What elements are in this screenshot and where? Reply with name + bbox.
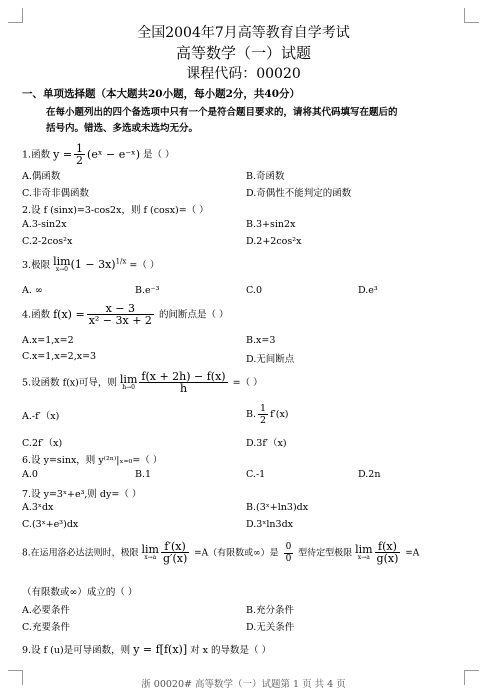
question-8-mid2: 型待定型极限	[298, 548, 353, 559]
question-1-tail: 是（ ）	[143, 149, 175, 161]
question-1-formula: y = $\frac{1}{2}$ (eˣ − e⁻ˣ)	[53, 142, 140, 167]
question-8-option-c: C.充要条件	[22, 622, 70, 633]
question-9	[22, 642, 271, 656]
question-8-tail: =A	[405, 548, 420, 559]
question-3-option-b: B.e⁻³	[135, 285, 160, 296]
question-8-formula-1: lim x→a $\frac{f'(x)}{g'(x)}$	[141, 540, 188, 565]
question-3-option-d: D.e³	[358, 285, 378, 296]
question-9-lead: 9.设 f (u)是可导函数，则	[22, 645, 131, 656]
crop-mark-top-right	[464, 8, 479, 23]
question-6: 6.设 y=sinx，则 y⁽²ⁿ⁾|ₓ₌₀=（ ）	[22, 455, 163, 466]
question-2-option-c: C.2-2cos²x	[22, 236, 73, 247]
question-8-formula-2: lim x→a $\frac{f(x)}{g(x)}$	[355, 540, 399, 565]
question-3-option-c: C.0	[246, 285, 262, 296]
course-code: 课程代码：00020	[186, 66, 301, 82]
question-7-option-d: D.3ˣln3dx	[246, 519, 294, 530]
question-4-option-d: D.无间断点	[246, 354, 295, 365]
question-8-option-b: B.充分条件	[246, 605, 295, 616]
question-8-lead: 8.在运用洛必达法则时，极限	[22, 548, 139, 559]
question-1-lead: 1.函数	[22, 149, 51, 161]
question-7-option-b: B.(3ˣ+ln3)dx	[246, 502, 309, 513]
crop-mark-top-left	[8, 8, 23, 23]
question-8-option-a: A.必要条件	[22, 605, 70, 616]
subject-title: 高等数学（一）试题	[175, 44, 311, 62]
question-8	[22, 541, 419, 565]
question-8-mid: =A（有限数或∞）是	[194, 548, 279, 559]
question-2-option-d: D.2+2cos²x	[246, 236, 302, 247]
question-4-tail: 的间断点是（ ）	[158, 309, 229, 321]
question-3-option-a: A. ∞	[22, 285, 43, 296]
question-8-option-d: D.无关条件	[246, 622, 295, 633]
question-1	[22, 143, 175, 166]
question-6-option-a: A.0	[22, 469, 38, 480]
question-6-option-d: D.2n	[358, 469, 381, 480]
question-4-formula: f(x) = $\frac{x - 3}{\text{x² − 3x + 2}}$	[53, 302, 152, 327]
question-5-lead: 5.设函数 f(x)可导，则	[22, 377, 117, 389]
question-1-option-a: A.偶函数	[22, 171, 61, 182]
page-footer: 浙 00020# 高等数学（一）试题第 1 页 共 4 页	[141, 679, 346, 690]
question-2: 2.设 f (sinx)=3-cos2x，则 f (cosx)=（ ）	[22, 205, 209, 216]
question-5-option-b-label: B.	[246, 409, 257, 420]
question-6-option-b: B.1	[135, 469, 152, 480]
question-6-option-c: C.-1	[246, 469, 266, 480]
question-3	[22, 257, 159, 273]
question-5-option-d: D.3f′（x)	[246, 438, 287, 449]
question-9-formula: y = f[f(x)]	[133, 643, 188, 656]
question-4-option-a: A.x=1,x=2	[22, 335, 74, 346]
question-1-option-b: B.奇函数	[246, 171, 285, 182]
question-7-option-c: C.(3ˣ+e³)dx	[22, 519, 79, 530]
question-1-option-c: C.非奇非偶函数	[22, 188, 89, 199]
question-3-lead: 3.极限	[22, 260, 51, 271]
question-5-option-b: B. $\frac{1}{2}$ f′(x)	[246, 403, 289, 426]
question-2-option-b: B.3+sin2x	[246, 219, 296, 230]
instruction-line-1: 在每小题列出的四个备选项中只有一个是符合题目要求的，请将其代码填写在题后的	[46, 107, 398, 118]
question-3-formula: lim x→0 $(1 - 3x)^{1/x}$	[53, 255, 127, 273]
question-7: 7.设 y=3ˣ+e³,则 dy=（ ）	[22, 489, 142, 500]
question-8-continuation: （有限数或∞）成立的（ ）	[22, 587, 138, 598]
question-5-option-a: A.-f′（x)	[22, 411, 60, 422]
question-2-option-a: A.3-sin2x	[22, 219, 67, 230]
question-5-formula: lim h→0 $\frac{f(x + 2h) - f(x)}{h}$	[119, 370, 226, 395]
question-3-tail: =（ ）	[129, 260, 160, 271]
question-7-option-a: A.3ˣdx	[22, 502, 54, 513]
question-4	[22, 303, 228, 326]
exam-title: 全国2004年7月高等教育自学考试	[137, 25, 350, 41]
instruction-line-2: 括号内。错选、多选或未选均无分。	[46, 123, 199, 134]
question-4-option-b: B.x=3	[246, 335, 276, 346]
question-5-tail: =（ ）	[232, 377, 263, 389]
question-4-lead: 4.函数	[22, 309, 51, 321]
question-1-option-d: D.奇偶性不能判定的函数	[246, 188, 352, 199]
question-8-zero-over-zero: $\frac{0}{0}$	[285, 541, 292, 564]
question-9-tail: 对 x 的导数是（ ）	[190, 645, 272, 656]
question-5-option-c: C.2f′（x)	[22, 438, 63, 449]
question-4-option-c: C.x=1,x=2,x=3	[22, 351, 97, 362]
question-5	[22, 371, 263, 394]
section-title: 一、单项选择题（本大题共20小题，每小题2分，共40分）	[22, 88, 301, 100]
